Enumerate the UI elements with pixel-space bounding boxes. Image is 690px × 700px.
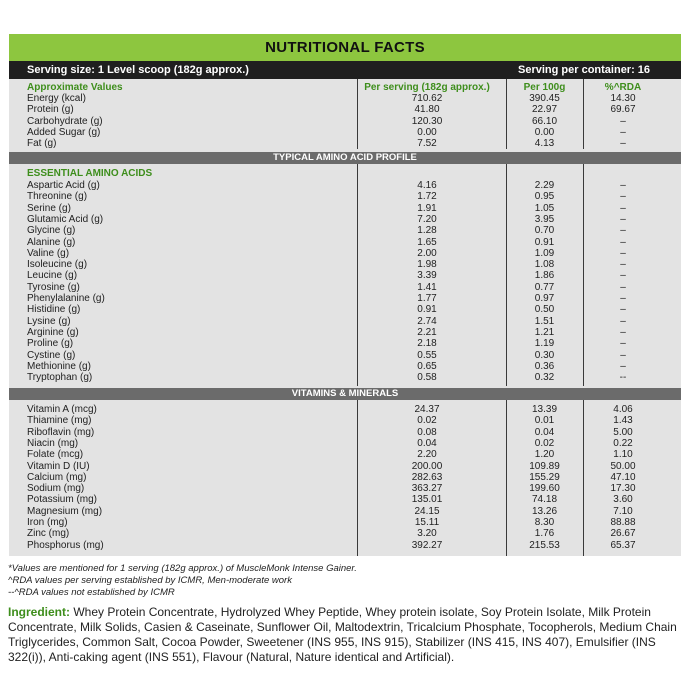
rda-value: –	[620, 315, 626, 327]
nutrient-name: Potassium (mg)	[27, 494, 98, 506]
table-row	[0, 138, 690, 150]
nutrient-name: Energy (kcal)	[27, 93, 86, 104]
table-title: NUTRITIONAL FACTS	[9, 34, 681, 61]
per-serving-value: 2.74	[417, 315, 437, 327]
nutrient-name: Threonine (g)	[27, 191, 88, 203]
rda-value: 4.06	[613, 404, 633, 415]
table-row	[0, 494, 690, 506]
nutrient-name: Cystine (g)	[27, 349, 76, 361]
per-serving-value: 41.80	[414, 104, 440, 116]
per-100g-value: 74.18	[531, 494, 558, 506]
per-serving-value: 0.02	[417, 415, 437, 427]
per-100g-value: 1.08	[534, 259, 555, 271]
nutrient-name: Zinc (mg)	[27, 528, 70, 540]
per-serving-value: 3.20	[417, 528, 437, 540]
table-row	[0, 316, 690, 328]
nutrient-name: Carbohydrate (g)	[27, 115, 103, 127]
rda-value: –	[620, 293, 626, 304]
table-row	[0, 327, 690, 339]
table-row	[0, 248, 690, 260]
ingredients-block	[8, 605, 684, 665]
table-row	[0, 104, 690, 116]
per-serving-value: 1.98	[417, 259, 437, 271]
per-100g-value: 1.76	[534, 528, 555, 540]
per-100g-value: 0.04	[534, 426, 555, 438]
serving-bar	[9, 61, 681, 79]
nutrient-name: Thiamine (mg)	[27, 415, 92, 427]
table-row	[0, 438, 690, 450]
per-serving-value: 2.20	[417, 449, 437, 461]
nutrient-name: Added Sugar (g)	[27, 126, 101, 138]
per-100g-value: 199.60	[529, 483, 560, 495]
rda-value: –	[620, 326, 626, 338]
rda-value: –	[620, 304, 626, 316]
table-row	[0, 237, 690, 249]
table-row	[0, 350, 690, 362]
nutrient-name: Isoleucine (g)	[27, 259, 88, 271]
per-serving-value: 7.20	[417, 213, 437, 225]
per-serving-value: 24.15	[414, 505, 440, 517]
per-100g-value: 1.51	[534, 315, 555, 327]
nutrient-name: Fat (g)	[27, 138, 57, 150]
per-serving-value: 0.55	[417, 349, 437, 361]
rda-value: –	[620, 338, 626, 350]
rda-value: 14.30	[610, 93, 636, 104]
table-row	[0, 338, 690, 350]
rda-value: --	[619, 372, 627, 384]
nutrient-name: Riboflavin (mg)	[27, 426, 95, 438]
per-100g-value: 1.05	[534, 202, 555, 214]
per-serving-value: 2.18	[417, 338, 437, 350]
per-100g-value: 22.97	[531, 104, 558, 116]
per-serving-value: 1.77	[417, 293, 437, 304]
nutrient-name: Alanine (g)	[27, 236, 76, 248]
per-serving-value: 200.00	[411, 460, 443, 472]
nutrient-name: Leucine (g)	[27, 270, 78, 282]
nutrient-name: Phosphorus (mg)	[27, 539, 104, 551]
amino-section-header: TYPICAL AMINO ACID PROFILE	[9, 152, 681, 164]
rda-value: 69.67	[610, 104, 636, 116]
table-row	[0, 528, 690, 540]
table-row	[0, 472, 690, 484]
rda-value: –	[620, 115, 626, 127]
nutrient-name: Iron (mg)	[27, 517, 68, 528]
per-serving-value: 15.11	[414, 517, 440, 528]
vitamins-section-header: VITAMINS & MINERALS	[9, 388, 681, 400]
table-row	[0, 127, 690, 139]
nutrient-name: Niacin (mg)	[27, 437, 79, 449]
per-100g-value: 1.09	[534, 247, 555, 259]
rda-value: –	[620, 225, 626, 237]
per-serving-value: 0.08	[417, 426, 437, 438]
nutrient-name: Sodium (mg)	[27, 483, 85, 495]
per-serving-value: 363.27	[411, 483, 443, 495]
column-header-nutrient: Approximate Values	[27, 82, 123, 93]
table-row	[0, 449, 690, 461]
rda-value: –	[620, 202, 626, 214]
per-serving-value: 24.37	[414, 404, 440, 415]
per-serving-value: 1.91	[417, 202, 437, 214]
per-serving-value: 1.65	[417, 236, 437, 248]
nutrient-name: Lysine (g)	[27, 315, 71, 327]
rda-value: –	[620, 213, 626, 225]
per-100g-value: 0.32	[534, 372, 555, 384]
per-100g-value: 0.97	[534, 293, 555, 304]
per-100g-value: 3.95	[534, 213, 555, 225]
table-row	[0, 270, 690, 282]
per-100g-value: 0.95	[534, 191, 555, 203]
rda-value: 17.30	[610, 483, 636, 495]
per-100g-value: 4.13	[534, 138, 555, 150]
per-serving-value: 282.63	[411, 471, 443, 483]
rda-value: 1.43	[613, 415, 633, 427]
ingredients-text: Whey Protein Concentrate, Hydrolyzed Whey Peptide, Whey protein isolate, Soy Protein Isolate, Milk Protein Concentrate, Milk Solids, Casien & Caseinate, Sunflower Oil, Maltodextrin, Tricalcium Phosphate, Tocopherols, Medium Chain Triglycerides, Common Salt, Cocoa Powder, Sweetener (INS 955, INS 915), Stabilizer (INS 415, INS 407), Emulsifier (INS 322(i)), Anti-caking agent (INS 551), Flavour (Natural, Nature identical and Artificial).	[8, 605, 677, 664]
table-row	[0, 517, 690, 529]
per-serving-value: 0.91	[417, 304, 437, 316]
rda-value: 50.00	[610, 460, 636, 472]
nutrient-name: Aspartic Acid (g)	[27, 180, 100, 191]
nutrient-name: Protein (g)	[27, 104, 74, 116]
rda-value: 0.22	[613, 437, 633, 449]
rda-value: 1.10	[613, 449, 633, 461]
nutrient-name: Vitamin D (IU)	[27, 460, 90, 472]
nutrient-name: Valine (g)	[27, 247, 70, 259]
per-100g-value: 0.36	[534, 360, 555, 372]
serving-per-container: Serving per container: 16	[518, 64, 651, 76]
per-serving-value: 1.72	[417, 191, 437, 203]
rda-value: –	[620, 281, 626, 293]
table-row	[0, 361, 690, 373]
per-100g-value: 13.39	[531, 404, 558, 415]
table-row	[0, 372, 690, 384]
table-row	[0, 304, 690, 316]
table-row	[0, 93, 690, 105]
per-100g-value: 0.50	[534, 304, 555, 316]
table-row	[0, 116, 690, 128]
footnotes	[8, 563, 357, 599]
per-serving-value: 0.00	[417, 126, 437, 138]
rda-value: 88.88	[610, 517, 636, 528]
amino-header-row	[0, 168, 690, 180]
per-serving-value: 135.01	[411, 494, 443, 506]
per-serving-value: 392.27	[411, 539, 443, 551]
footnote: ^RDA values per serving established by ICMR, Men-moderate work	[8, 575, 292, 586]
per-100g-value: 0.30	[534, 349, 555, 361]
nutrient-name: Tryptophan (g)	[27, 372, 93, 384]
nutrient-name: Glycine (g)	[27, 225, 76, 237]
nutrient-name: Tyrosine (g)	[27, 281, 80, 293]
per-100g-value: 109.89	[529, 460, 560, 472]
table-row	[0, 282, 690, 294]
nutrient-name: Methionine (g)	[27, 360, 91, 372]
rda-value: 7.10	[613, 505, 633, 517]
nutrient-name: Histidine (g)	[27, 304, 81, 316]
table-row	[0, 404, 690, 416]
footnote: --^RDA values not established by ICMR	[8, 587, 175, 598]
per-serving-value: 0.58	[417, 372, 437, 384]
ingredients-label: Ingredient:	[8, 605, 70, 619]
table-row	[0, 203, 690, 215]
table-row	[0, 214, 690, 226]
per-100g-value: 1.20	[534, 449, 555, 461]
per-serving-value: 4.16	[417, 180, 437, 191]
nutrient-name: Arginine (g)	[27, 326, 79, 338]
per-100g-value: 0.77	[534, 281, 555, 293]
table-row	[0, 259, 690, 271]
column-header-per-serving: Per serving (182g approx.)	[364, 82, 490, 93]
rda-value: –	[620, 138, 626, 150]
per-100g-value: 155.29	[529, 471, 560, 483]
per-100g-value: 2.29	[534, 180, 555, 191]
rda-value: 3.60	[613, 494, 633, 506]
rda-value: –	[620, 349, 626, 361]
per-100g-value: 1.86	[534, 270, 555, 282]
per-serving-value: 2.00	[417, 247, 437, 259]
table-row	[0, 225, 690, 237]
rda-value: –	[620, 126, 626, 138]
table-row	[0, 180, 690, 192]
per-serving-value: 120.30	[411, 115, 443, 127]
per-serving-value: 1.28	[417, 225, 437, 237]
per-serving-value: 0.65	[417, 360, 437, 372]
footnote: *Values are mentioned for 1 serving (182g approx.) of MuscleMonk Intense Gainer.	[8, 563, 357, 574]
rda-value: –	[620, 270, 626, 282]
rda-value: 65.37	[610, 539, 636, 551]
table-row	[0, 293, 690, 305]
per-100g-value: 390.45	[529, 93, 560, 104]
table-row	[0, 427, 690, 439]
table-row	[0, 461, 690, 473]
table-row	[0, 540, 690, 552]
per-100g-value: 215.53	[529, 539, 560, 551]
per-serving-value: 7.52	[417, 138, 437, 150]
rda-value: –	[620, 360, 626, 372]
per-serving-value: 3.39	[417, 270, 437, 282]
column-header-rda: %^RDA	[604, 82, 642, 93]
rda-value: –	[620, 247, 626, 259]
per-100g-value: 0.01	[534, 415, 555, 427]
per-100g-value: 0.91	[534, 236, 555, 248]
per-100g-value: 66.10	[531, 115, 558, 127]
per-serving-value: 710.62	[411, 93, 443, 104]
nutrient-name: Calcium (mg)	[27, 471, 87, 483]
table-row	[0, 506, 690, 518]
per-100g-value: 1.21	[534, 326, 555, 338]
rda-value: –	[620, 236, 626, 248]
per-100g-value: 0.02	[534, 437, 555, 449]
table-row	[0, 415, 690, 427]
per-100g-value: 0.00	[534, 126, 555, 138]
per-100g-value: 13.26	[531, 505, 558, 517]
per-100g-value: 8.30	[534, 517, 555, 528]
rda-value: –	[620, 191, 626, 203]
nutrient-name: Folate (mcg)	[27, 449, 84, 461]
rda-value: –	[620, 259, 626, 271]
table-row	[0, 191, 690, 203]
per-100g-value: 1.19	[534, 338, 555, 350]
rda-value: 26.67	[610, 528, 636, 540]
nutrient-name: Vitamin A (mcg)	[27, 404, 97, 415]
rda-value: 47.10	[610, 471, 636, 483]
nutrient-name: Glutamic Acid (g)	[27, 213, 104, 225]
nutrient-name: Proline (g)	[27, 338, 74, 350]
serving-size: Serving size: 1 Level scoop (182g approx.)	[27, 64, 249, 76]
table-row	[0, 483, 690, 495]
column-header-per-100g: Per 100g	[523, 82, 566, 93]
essential-amino-header: ESSENTIAL AMINO ACIDS	[27, 168, 153, 179]
rda-value: 5.00	[613, 426, 633, 438]
rda-value: –	[620, 180, 626, 191]
per-100g-value: 0.70	[534, 225, 555, 237]
per-serving-value: 0.04	[417, 437, 437, 449]
nutrient-name: Magnesium (mg)	[27, 505, 103, 517]
nutrient-name: Phenylalanine (g)	[27, 293, 105, 304]
nutrient-name: Serine (g)	[27, 202, 71, 214]
per-serving-value: 2.21	[417, 326, 437, 338]
per-serving-value: 1.41	[417, 281, 437, 293]
